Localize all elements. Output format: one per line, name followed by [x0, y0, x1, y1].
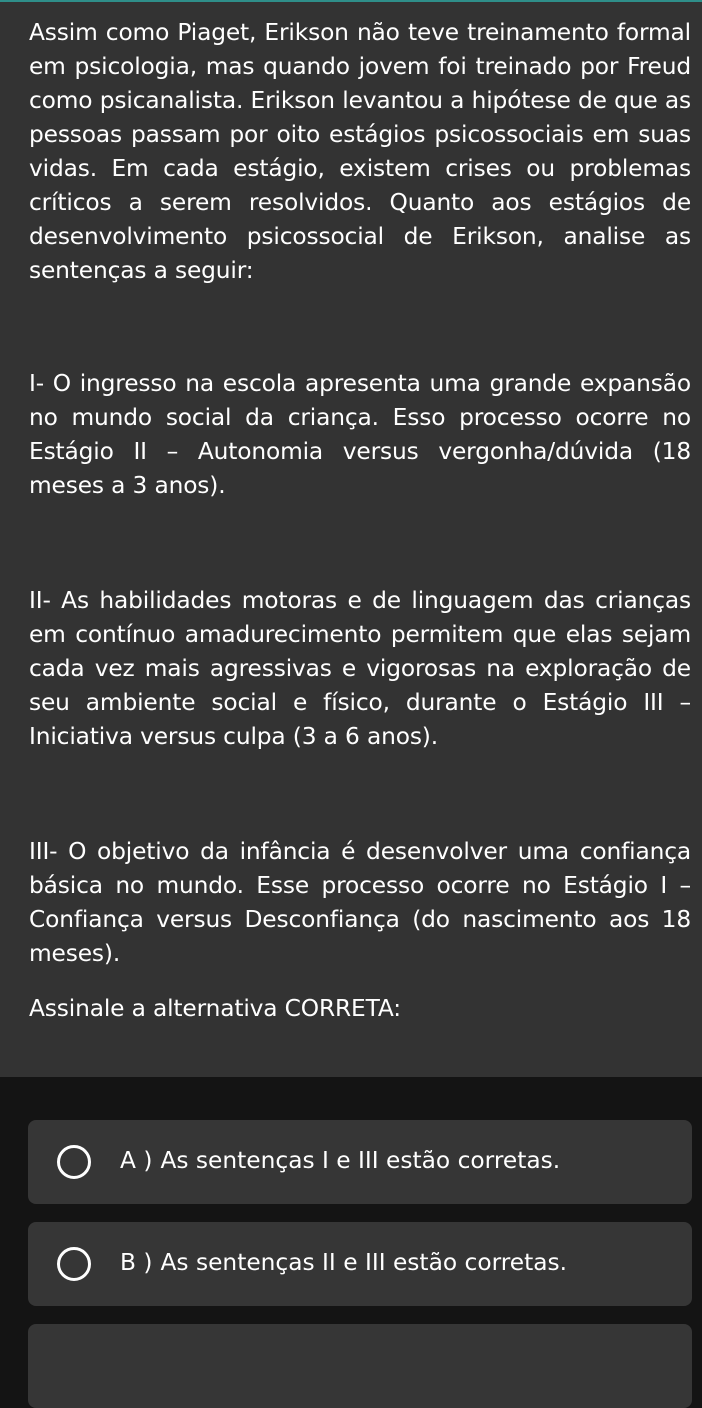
- option-a-letter: A ): [120, 1147, 153, 1174]
- option-a-text: As sentenças I e III estão corretas.: [160, 1147, 561, 1174]
- option-b-label: [120, 1246, 567, 1280]
- statement-3: III- O objetivo da infância é desenvolver uma confiança básica no mundo. Esse processo ocorre no Estágio I – Confiança versus Desconfiança (do nascimento aos 18 meses).: [29, 838, 691, 967]
- option-c-partial[interactable]: [28, 1324, 692, 1408]
- question-prompt: Assinale a alternativa CORRETA:: [29, 995, 401, 1022]
- option-b[interactable]: [28, 1222, 692, 1306]
- question-intro: Assim como Piaget, Erikson não teve treinamento formal em psicologia, mas quando jovem foi treinado por Freud como psicanalista. Erikson levantou a hipótese de que as pessoas passam por oito estágios psicossociais em suas vidas. Em cada estágio, existem crises ou problemas críticos a serem resolvidos. Quanto aos estágios de desenvolvimento psicossocial de Erikson, analise as sentenças a seguir:: [29, 19, 691, 284]
- statement-2: II- As habilidades motoras e de linguagem das crianças em contínuo amadurecimento permitem que elas sejam cada vez mais agressivas e vigorosas na exploração de seu ambiente social e físico, durante o Estágio III – Iniciativa versus culpa (3 a 6 anos).: [29, 587, 691, 750]
- statement-1: I- O ingresso na escola apresenta uma grande expansão no mundo social da criança. Esso processo ocorre no Estágio II – Autonomia versus vergonha/dúvida (18 meses a 3 anos).: [29, 370, 691, 499]
- option-b-text: As sentenças II e III estão corretas.: [160, 1249, 568, 1276]
- option-a-label: [120, 1144, 560, 1178]
- option-a[interactable]: [28, 1120, 692, 1204]
- radio-circle-icon[interactable]: [57, 1247, 91, 1281]
- radio-circle-icon[interactable]: [57, 1145, 91, 1179]
- option-b-letter: B ): [120, 1249, 153, 1276]
